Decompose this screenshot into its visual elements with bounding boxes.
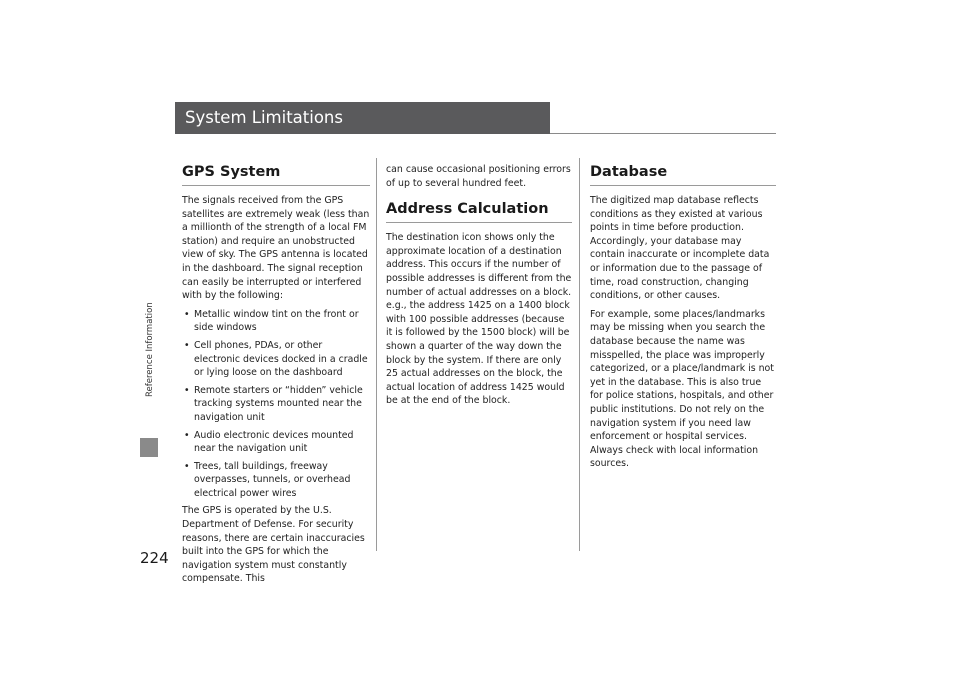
gps-intro: The signals received from the GPS satellites are extremely weak (less than a millionth of the strength of a local FM station) and require an unobstructed view of sky. The GPS antenna is located in the dashboard. The signal reception can easily be interrupted or interfered with by the following: bbox=[182, 195, 370, 302]
column-address bbox=[386, 163, 572, 413]
gps-bullet-list bbox=[182, 308, 370, 501]
address-body: The destination icon shows only the approximate location of a destination address. This occurs if the number of possible addresses is different from the number of actual addresses on a block. e.g., the address 1425 on a 1400 block with 100 possible addresses (because it is followed by the 1500 block) will be shown a quarter of the way down the block by the system. If there are only 25 actual addresses on the block, the actual location of address 1425 would be at the end of the block. bbox=[386, 232, 572, 407]
section-title: System Limitations bbox=[175, 102, 550, 134]
column-divider-2 bbox=[579, 158, 580, 551]
gps-closing: The GPS is operated by the U.S. Department of Defense. For security reasons, there are certain inaccuracies built into the GPS for which the navigation system must constantly compensate. This bbox=[182, 505, 365, 585]
address-heading: Address Calculation bbox=[386, 200, 572, 223]
list-item: • Audio electronic devices mounted near the navigation unit bbox=[182, 429, 370, 456]
database-para-1: The digitized map database reflects conditions as they existed at various points in time before production. Accordingly, your database may contain inaccurate or incomplete data or information due to the passage of time, road construction, changing conditions, or other causes. bbox=[590, 195, 770, 302]
gps-continued: can cause occasional positioning errors of up to several hundred feet. bbox=[386, 164, 571, 189]
side-tab-marker bbox=[140, 438, 158, 457]
column-gps bbox=[182, 163, 370, 591]
list-item: • Remote starters or “hidden” vehicle tracking systems mounted near the navigation unit bbox=[182, 384, 370, 425]
section-rule bbox=[550, 133, 776, 134]
column-database bbox=[590, 163, 776, 476]
column-divider-1 bbox=[376, 158, 377, 551]
gps-heading: GPS System bbox=[182, 163, 370, 186]
list-item: • Trees, tall buildings, freeway overpasses, tunnels, or overhead electrical power wires bbox=[182, 460, 370, 501]
database-heading: Database bbox=[590, 163, 776, 186]
side-label: Reference Information bbox=[145, 302, 155, 398]
page-number: 224 bbox=[140, 549, 169, 567]
database-para-2: For example, some places/landmarks may be missing when you search the database because the name was misspelled, the place was improperly categorized, or a place/landmark is not yet in the database. This is also true for police stations, hospitals, and other public institutions. Do not rely on the navigation system if you need law enforcement or hospital services. Always check with local information sources. bbox=[590, 308, 774, 470]
list-item: • Cell phones, PDAs, or other electronic devices docked in a cradle or lying loose on the dashboard bbox=[182, 339, 370, 380]
list-item: • Metallic window tint on the front or side windows bbox=[182, 308, 370, 335]
